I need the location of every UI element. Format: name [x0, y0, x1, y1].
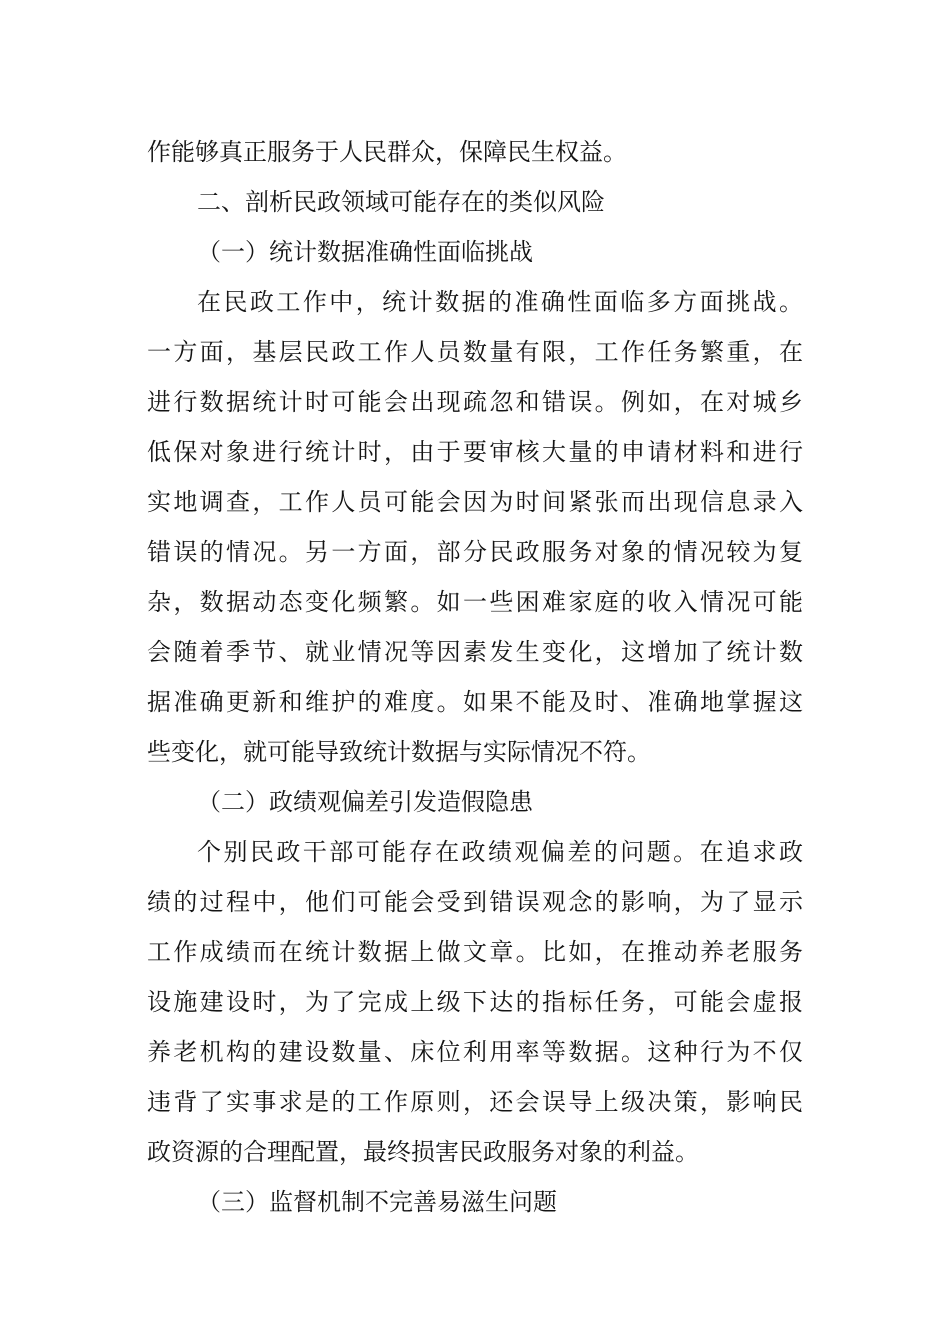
subsection-heading: （一）统计数据准确性面临挑战 [197, 238, 533, 266]
paragraph-line: 些变化，就可能导致统计数据与实际情况不符。 [147, 738, 651, 766]
subsection-heading: （三）监督机制不完善易滋生问题 [197, 1188, 557, 1216]
paragraph-line: 作能够真正服务于人民群众，保障民生权益。 [147, 138, 627, 166]
paragraph-line: 工作成绩而在统计数据上做文章。比如，在推动养老服务 [147, 938, 803, 966]
paragraph-line: 违背了实事求是的工作原则，还会误导上级决策，影响民 [147, 1088, 803, 1116]
paragraph-line: 错误的情况。另一方面，部分民政服务对象的情况较为复 [147, 538, 803, 566]
subsection-heading: （二）政绩观偏差引发造假隐患 [197, 788, 533, 816]
paragraph-line: 低保对象进行统计时，由于要审核大量的申请材料和进行 [147, 438, 803, 466]
paragraph-line: 实地调查，工作人员可能会因为时间紧张而出现信息录入 [147, 488, 803, 516]
paragraph-line: 一方面，基层民政工作人员数量有限，工作任务繁重，在 [147, 338, 803, 366]
paragraph-line: 杂，数据动态变化频繁。如一些困难家庭的收入情况可能 [147, 588, 803, 616]
paragraph-line: 政资源的合理配置，最终损害民政服务对象的利益。 [147, 1138, 699, 1166]
paragraph-line: 绩的过程中，他们可能会受到错误观念的影响，为了显示 [147, 888, 803, 916]
section-heading: 二、剖析民政领域可能存在的类似风险 [197, 188, 605, 216]
paragraph-line: 会随着季节、就业情况等因素发生变化，这增加了统计数 [147, 638, 803, 666]
paragraph-line: 进行数据统计时可能会出现疏忽和错误。例如，在对城乡 [147, 388, 803, 416]
paragraph-line: 在民政工作中，统计数据的准确性面临多方面挑战。 [197, 288, 803, 316]
paragraph-line: 养老机构的建设数量、床位利用率等数据。这种行为不仅 [147, 1038, 803, 1066]
paragraph-line: 个别民政干部可能存在政绩观偏差的问题。在追求政 [197, 838, 803, 866]
paragraph-line: 设施建设时，为了完成上级下达的指标任务，可能会虚报 [147, 988, 803, 1016]
paragraph-line: 据准确更新和维护的难度。如果不能及时、准确地掌握这 [147, 688, 803, 716]
